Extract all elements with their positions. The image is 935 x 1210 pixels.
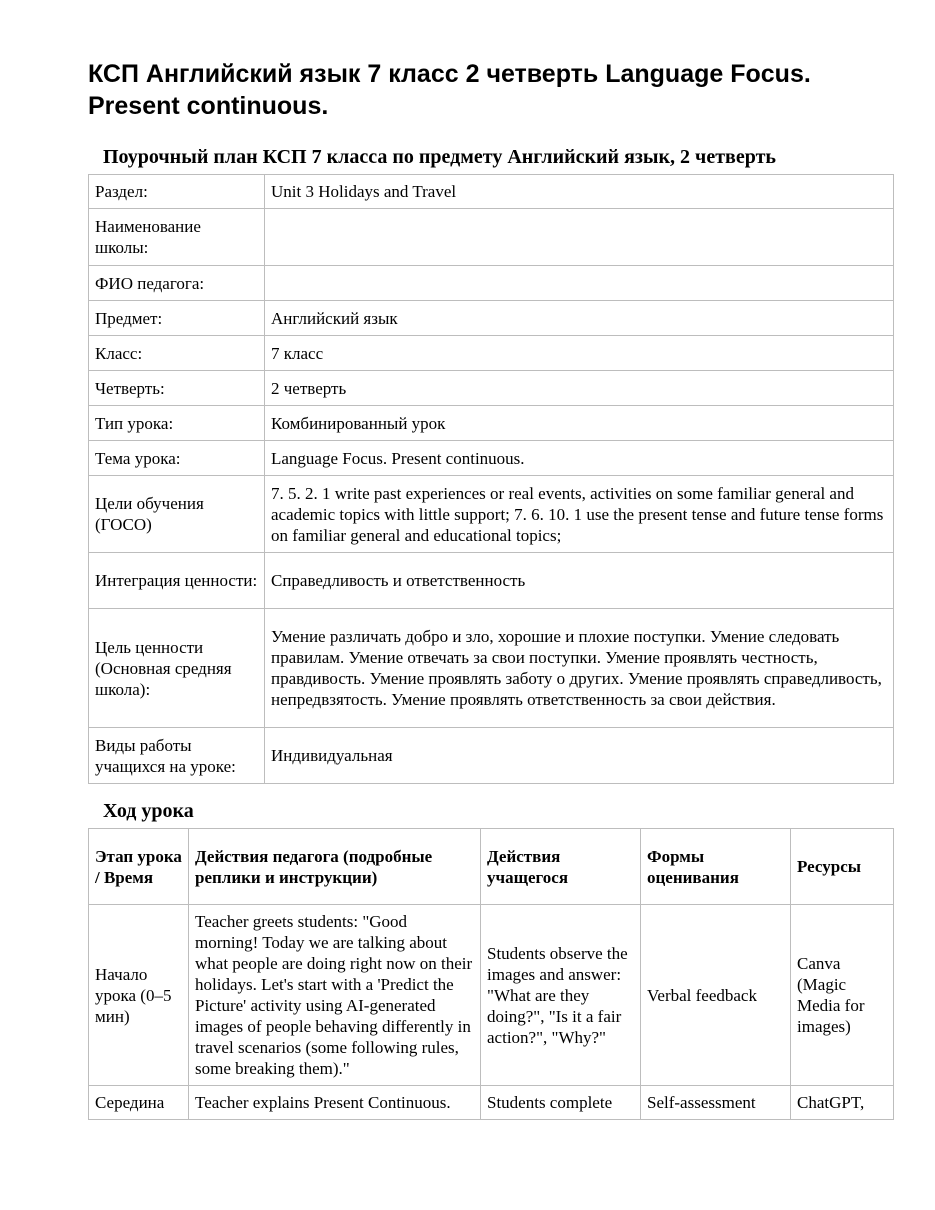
info-label: Предмет: bbox=[89, 301, 265, 336]
info-value: 7. 5. 2. 1 write past experiences or real events, activities on some familiar general and academic topics with little support; 7. 6. 10. 1 use the present tense and future tense forms on familiar general and educational topics; bbox=[265, 476, 894, 553]
info-row bbox=[89, 336, 894, 371]
lesson-cell: Начало урока (0–5 мин) bbox=[89, 905, 189, 1086]
lesson-cell: Verbal feedback bbox=[641, 905, 791, 1086]
info-value: 7 класс bbox=[265, 336, 894, 371]
lesson-cell: Середина bbox=[89, 1086, 189, 1120]
lesson-column-header: Действия педагога (подробные реплики и инструкции) bbox=[189, 829, 481, 905]
info-label: Интеграция ценности: bbox=[89, 553, 265, 609]
lesson-heading: Ход урока bbox=[103, 800, 194, 822]
lesson-column-header: Ресурсы bbox=[791, 829, 894, 905]
info-row bbox=[89, 609, 894, 728]
info-label: Цель ценности (Основная средняя школа): bbox=[89, 609, 265, 728]
info-label: Четверть: bbox=[89, 371, 265, 406]
info-value: Умение различать добро и зло, хорошие и плохие поступки. Умение следовать правилам. Умение отвечать за свои поступки. Умение проявлять честность, правдивость. Умение проявлять заботу о других. Умение проявлять справедливость, непредвзятость. Умение проявлять ответственность за свои действия. bbox=[265, 609, 894, 728]
info-value: Unit 3 Holidays and Travel bbox=[265, 175, 894, 209]
lesson-column-header: Формы оценивания bbox=[641, 829, 791, 905]
lesson-row bbox=[89, 905, 894, 1086]
lesson-row bbox=[89, 1086, 894, 1120]
info-value: Language Focus. Present continuous. bbox=[265, 441, 894, 476]
info-row bbox=[89, 476, 894, 553]
info-row bbox=[89, 728, 894, 784]
info-row bbox=[89, 371, 894, 406]
info-row bbox=[89, 209, 894, 266]
lesson-column-header: Этап урока / Время bbox=[89, 829, 189, 905]
lesson-header-row bbox=[89, 829, 894, 905]
info-row bbox=[89, 175, 894, 209]
info-label: Виды работы учащихся на уроке: bbox=[89, 728, 265, 784]
info-row bbox=[89, 301, 894, 336]
lesson-cell: Canva (Magic Media for images) bbox=[791, 905, 894, 1086]
info-value: Индивидуальная bbox=[265, 728, 894, 784]
info-value: Английский язык bbox=[265, 301, 894, 336]
info-value: Справедливость и ответственность bbox=[265, 553, 894, 609]
info-label: ФИО педагога: bbox=[89, 266, 265, 301]
info-row bbox=[89, 266, 894, 301]
document-page bbox=[88, 58, 893, 1120]
plan-heading: Поурочный план КСП 7 класса по предмету Английский язык, 2 четверть bbox=[103, 146, 776, 168]
info-label: Класс: bbox=[89, 336, 265, 371]
info-label: Цели обучения (ГОСО) bbox=[89, 476, 265, 553]
info-value bbox=[265, 266, 894, 301]
lesson-cell: ChatGPT, bbox=[791, 1086, 894, 1120]
info-label: Раздел: bbox=[89, 175, 265, 209]
document-title: КСП Английский язык 7 класс 2 четверть Language Focus. Present continuous. bbox=[88, 60, 811, 120]
lesson-cell: Students observe the images and answer: "What are they doing?", "Is it a fair action?", "Why?" bbox=[481, 905, 641, 1086]
info-value: Комбинированный урок bbox=[265, 406, 894, 441]
info-value: 2 четверть bbox=[265, 371, 894, 406]
lesson-flow-table bbox=[88, 828, 894, 1120]
info-row bbox=[89, 441, 894, 476]
lesson-cell: Self-assessment bbox=[641, 1086, 791, 1120]
info-row bbox=[89, 553, 894, 609]
lesson-cell: Teacher greets students: "Good morning! Today we are talking about what people are doing right now on their holidays. Let's start with a 'Predict the Picture' activity using AI-generated images of people behaving differently in travel scenarios (some following rules, some breaking them)." bbox=[189, 905, 481, 1086]
info-label: Наименование школы: bbox=[89, 209, 265, 266]
info-row bbox=[89, 406, 894, 441]
lesson-cell: Teacher explains Present Continuous. bbox=[189, 1086, 481, 1120]
info-label: Тема урока: bbox=[89, 441, 265, 476]
lesson-info-table bbox=[88, 174, 894, 784]
info-label: Тип урока: bbox=[89, 406, 265, 441]
info-value bbox=[265, 209, 894, 266]
lesson-cell: Students complete bbox=[481, 1086, 641, 1120]
lesson-column-header: Действия учащегося bbox=[481, 829, 641, 905]
